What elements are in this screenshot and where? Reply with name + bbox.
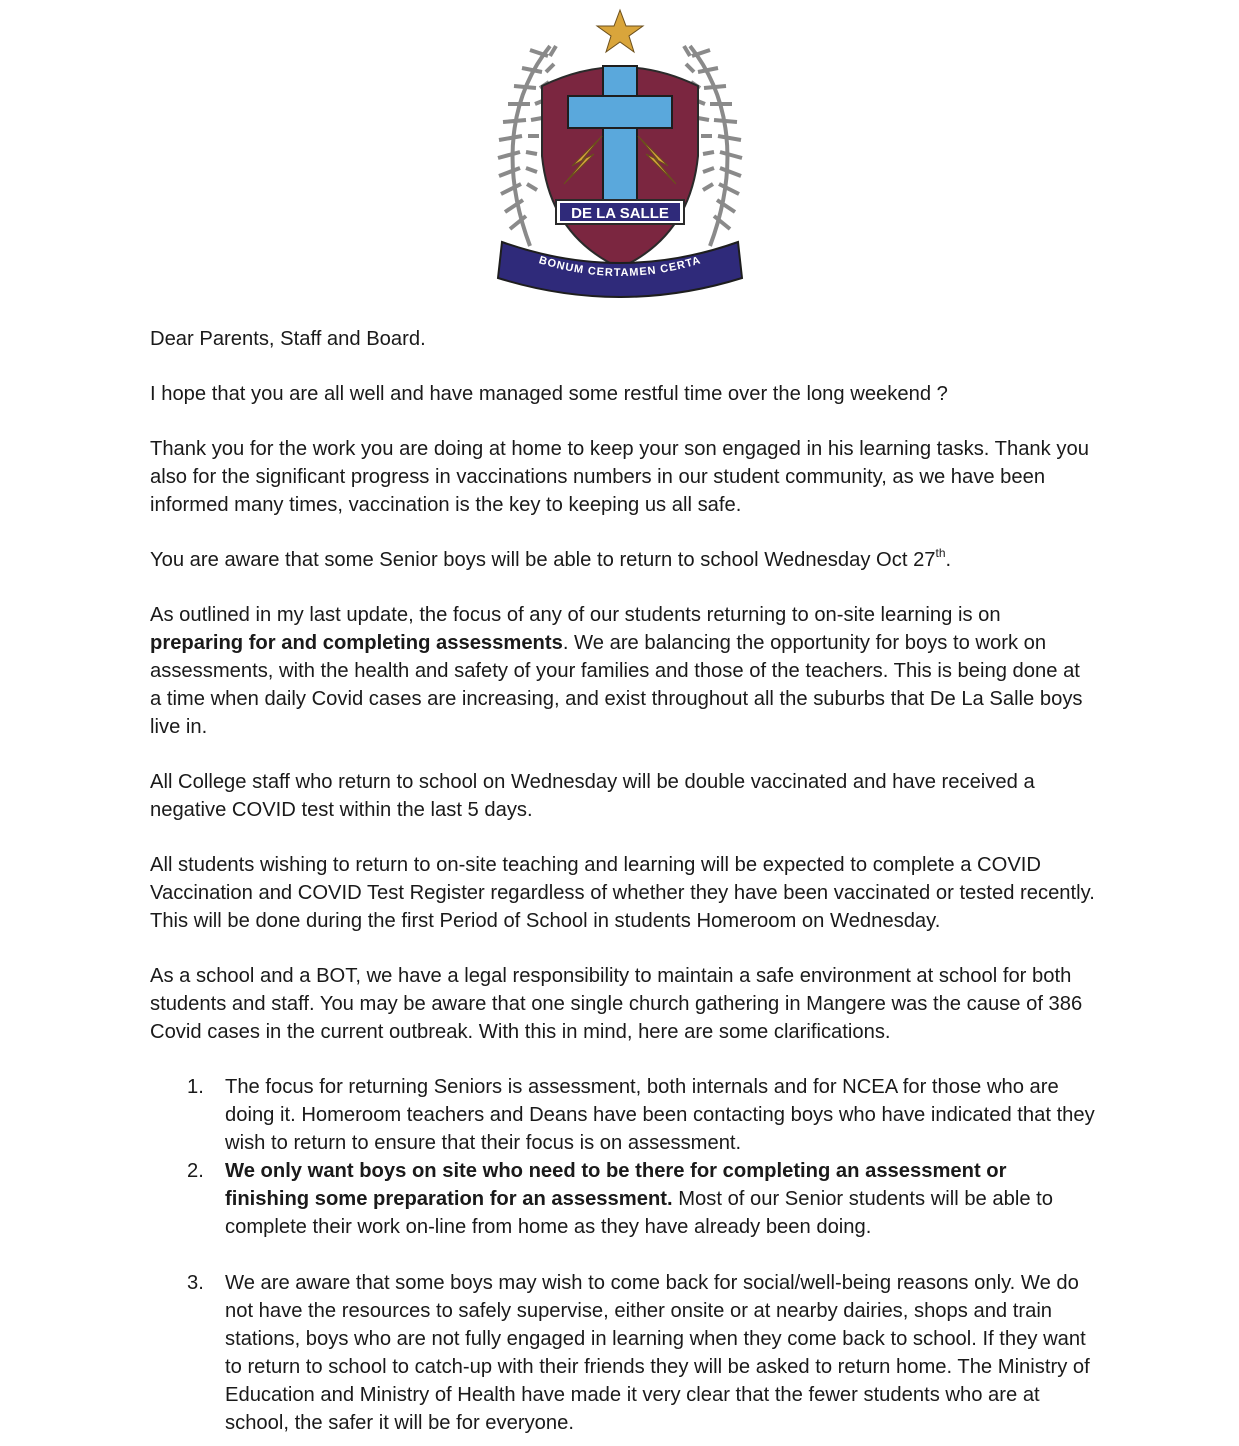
list-item: 3. We are aware that some boys may wish to come back for social/well-being reasons only. We do not have the resources to safely supervise, either onsite or at nearby dairies, shops and train stations, boys who are not fully engaged in learning when they come back to school. If they want to return to school to catch-up with their friends they will be asked to return home. The Ministry of Education and Ministry of Health have made it very clear that the fewer students who are at school, the safer it will be for everyone. — [150, 1269, 1095, 1437]
bold-phrase: We only want boys on site who need to be there for completing an assessment or finishing some preparation for an assessment. — [225, 1160, 1007, 1210]
de-la-salle-crest-logo — [490, 6, 750, 298]
list-number: 2. — [187, 1160, 204, 1182]
paragraph-4: As outlined in my last update, the focus of any of our students returning to on-site learning is on preparing for and completing assessments. We are balancing the opportunity for boys to work on assessments, with the health and safety of your families and those of the teachers. This is being done at a time when daily Covid cases are increasing, and exist throughout all the suburbs that De La Salle boys live in. — [150, 604, 1083, 738]
paragraph-7: As a school and a BOT, we have a legal responsibility to maintain a safe environment at school for both students and staff. You may be aware that one single church gathering in Mangere was the cause of 386 Covid cases in the current outbreak. With this in mind, here are some clarifications. — [150, 965, 1083, 1043]
paragraph-5: All College staff who return to school on Wednesday will be double vaccinated and have received a negative COVID test within the last 5 days. — [150, 771, 1035, 821]
paragraph-2: Thank you for the work you are doing at home to keep your son engaged in his learning tasks. Thank you also for the significant progress in vaccinations numbers in our student community, as we have been informed many times, vaccination is the key to keeping us all safe. — [150, 438, 1089, 516]
list-number: 3. — [187, 1272, 204, 1294]
paragraph-6: All students wishing to return to on-site teaching and learning will be expected to complete a COVID Vaccination and COVID Test Register regardless of whether they have been vaccinated or tested recently. This will be done during the first Period of School in students Homeroom on Wednesday. — [150, 854, 1095, 932]
greeting: Dear Parents, Staff and Board. — [150, 328, 426, 350]
letter-body — [150, 325, 1095, 1437]
list-item: 2. We only want boys on site who need to be there for completing an assessment or finishing some preparation for an assessment. Most of our Senior students will be able to complete their work on-line from home as they have already been doing. — [150, 1157, 1095, 1241]
logo-motto-text: BONUM CERTAMEN CERTA — [537, 254, 703, 280]
superscript-th: th — [935, 546, 946, 560]
list-number: 1. — [187, 1076, 204, 1098]
clarifications-list — [150, 1073, 1095, 1437]
bold-phrase: preparing for and completing assessments — [150, 632, 563, 654]
list-item: 1. The focus for returning Seniors is assessment, both internals and for NCEA for those who are doing it. Homeroom teachers and Deans have been contacting boys who have indicated that they wish to return to ensure that their focus is on assessment. — [150, 1073, 1095, 1157]
paragraph-1: I hope that you are all well and have managed some restful time over the long weekend ? — [150, 383, 948, 405]
star-icon — [597, 10, 643, 52]
paragraph-3: You are aware that some Senior boys will be able to return to school Wednesday Oct 27th. — [150, 546, 952, 571]
logo-banner-text: DE LA SALLE — [571, 205, 669, 222]
